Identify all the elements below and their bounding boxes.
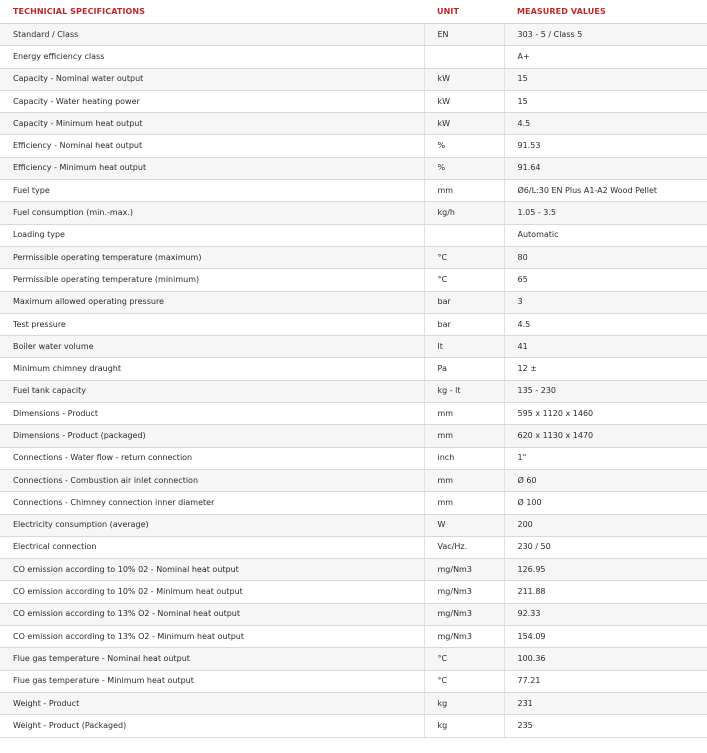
spec-unit-cell: Vac/Hz. xyxy=(424,536,504,558)
spec-unit-cell: lt xyxy=(424,336,504,358)
spec-name-cell: Connections - Water flow - return connection xyxy=(0,447,424,469)
spec-unit-cell: mg/Nm3 xyxy=(424,581,504,603)
table-row xyxy=(0,246,707,268)
table-row xyxy=(0,157,707,179)
table-row xyxy=(0,336,707,358)
spec-name-cell: Permissible operating temperature (maximum) xyxy=(0,246,424,268)
spec-value-cell: Automatic xyxy=(504,224,707,246)
spec-name-cell: Connections - Combustion air inlet connection xyxy=(0,469,424,491)
table-row xyxy=(0,447,707,469)
spec-name-cell: Loading type xyxy=(0,224,424,246)
table-row xyxy=(0,715,707,737)
spec-unit-cell: Pa xyxy=(424,358,504,380)
table-row xyxy=(0,514,707,536)
spec-name-cell: Efficiency - Minimum heat output xyxy=(0,157,424,179)
header-unit: UNIT xyxy=(424,0,504,24)
spec-unit-cell: % xyxy=(424,135,504,157)
spec-unit-cell: mm xyxy=(424,403,504,425)
table-row xyxy=(0,559,707,581)
spec-name-cell: Fuel consumption (min.-max.) xyxy=(0,202,424,224)
spec-unit-cell: mm xyxy=(424,469,504,491)
spec-unit-cell: inch xyxy=(424,447,504,469)
spec-value-cell: 15 xyxy=(504,68,707,90)
spec-name-cell: Dimensions - Product xyxy=(0,403,424,425)
table-header xyxy=(0,0,707,24)
spec-name-cell: Fuel type xyxy=(0,180,424,202)
table-row xyxy=(0,269,707,291)
spec-unit-cell xyxy=(424,46,504,68)
spec-value-cell: 4.5 xyxy=(504,313,707,335)
header-row xyxy=(0,0,707,24)
spec-value-cell: 135 - 230 xyxy=(504,380,707,402)
table-row xyxy=(0,135,707,157)
spec-unit-cell: bar xyxy=(424,291,504,313)
spec-name-cell: Efficiency - Nominal heat output xyxy=(0,135,424,157)
table-row xyxy=(0,425,707,447)
spec-name-cell: Minimum chimney draught xyxy=(0,358,424,380)
spec-unit-cell: kW xyxy=(424,90,504,112)
spec-unit-cell: kW xyxy=(424,68,504,90)
spec-value-cell: A+ xyxy=(504,46,707,68)
spec-value-cell: 4.5 xyxy=(504,113,707,135)
spec-value-cell: 620 x 1130 x 1470 xyxy=(504,425,707,447)
spec-value-cell: 235 xyxy=(504,715,707,737)
spec-name-cell: CO emission according to 13% O2 - Minimum heat output xyxy=(0,626,424,648)
spec-name-cell: Maximum allowed operating pressure xyxy=(0,291,424,313)
spec-name-cell: Capacity - Minimum heat output xyxy=(0,113,424,135)
table-row xyxy=(0,626,707,648)
spec-name-cell: CO emission according to 10% 02 - Nominal heat output xyxy=(0,559,424,581)
spec-value-cell: 231 xyxy=(504,692,707,714)
table-row xyxy=(0,492,707,514)
spec-name-cell: Weight - Product xyxy=(0,692,424,714)
spec-name-cell: Electricity consumption (average) xyxy=(0,514,424,536)
spec-name-cell: Standard / Class xyxy=(0,24,424,46)
spec-name-cell: Capacity - Nominal water output xyxy=(0,68,424,90)
table-row xyxy=(0,224,707,246)
spec-unit-cell: W xyxy=(424,514,504,536)
spec-value-cell: 91.64 xyxy=(504,157,707,179)
header-specifications: TECHNICIAL SPECIFICATIONS xyxy=(0,0,424,24)
table-row xyxy=(0,313,707,335)
table-row xyxy=(0,469,707,491)
spec-unit-cell: °C xyxy=(424,670,504,692)
spec-value-cell: 15 xyxy=(504,90,707,112)
spec-name-cell: Weight - Product (Packaged) xyxy=(0,715,424,737)
spec-value-cell: 1" xyxy=(504,447,707,469)
spec-value-cell: Ø6/L:30 EN Plus A1-A2 Wood Pellet xyxy=(504,180,707,202)
spec-unit-cell: mm xyxy=(424,425,504,447)
table-body xyxy=(0,24,707,738)
spec-value-cell: 3 xyxy=(504,291,707,313)
spec-name-cell: CO emission according to 10% 02 - Minimum heat output xyxy=(0,581,424,603)
spec-value-cell: 1.05 - 3.5 xyxy=(504,202,707,224)
spec-unit-cell: kg xyxy=(424,715,504,737)
table-row xyxy=(0,24,707,46)
spec-unit-cell: % xyxy=(424,157,504,179)
table-row xyxy=(0,648,707,670)
spec-unit-cell: mm xyxy=(424,180,504,202)
spec-value-cell: 126.95 xyxy=(504,559,707,581)
spec-value-cell: 100.36 xyxy=(504,648,707,670)
spec-value-cell: 595 x 1120 x 1460 xyxy=(504,403,707,425)
spec-value-cell: 303 - 5 / Class 5 xyxy=(504,24,707,46)
spec-name-cell: Test pressure xyxy=(0,313,424,335)
spec-unit-cell: kg xyxy=(424,692,504,714)
spec-name-cell: Connections - Chimney connection inner diameter xyxy=(0,492,424,514)
table-row xyxy=(0,536,707,558)
spec-name-cell: Energy efficiency class xyxy=(0,46,424,68)
spec-unit-cell: kg/h xyxy=(424,202,504,224)
spec-name-cell: Boiler water volume xyxy=(0,336,424,358)
spec-name-cell: CO emission according to 13% O2 - Nominal heat output xyxy=(0,603,424,625)
spec-unit-cell: mg/Nm3 xyxy=(424,559,504,581)
spec-unit-cell: mg/Nm3 xyxy=(424,603,504,625)
table-row xyxy=(0,113,707,135)
spec-value-cell: 154.09 xyxy=(504,626,707,648)
spec-unit-cell: mm xyxy=(424,492,504,514)
table-row xyxy=(0,380,707,402)
spec-value-cell: 211.88 xyxy=(504,581,707,603)
table-row xyxy=(0,202,707,224)
spec-name-cell: Flue gas temperature - Nominal heat output xyxy=(0,648,424,670)
table-row xyxy=(0,180,707,202)
spec-unit-cell: °C xyxy=(424,269,504,291)
spec-unit-cell: °C xyxy=(424,648,504,670)
spec-unit-cell: °C xyxy=(424,246,504,268)
spec-unit-cell xyxy=(424,224,504,246)
table-row xyxy=(0,403,707,425)
spec-value-cell: 230 / 50 xyxy=(504,536,707,558)
spec-value-cell: 65 xyxy=(504,269,707,291)
spec-value-cell: 12 ± xyxy=(504,358,707,380)
spec-value-cell: Ø 100 xyxy=(504,492,707,514)
spec-value-cell: 41 xyxy=(504,336,707,358)
header-measured-values: MEASURED VALUES xyxy=(504,0,707,24)
spec-name-cell: Dimensions - Product (packaged) xyxy=(0,425,424,447)
spec-value-cell: 80 xyxy=(504,246,707,268)
table-row xyxy=(0,90,707,112)
spec-name-cell: Fuel tank capacity xyxy=(0,380,424,402)
spec-value-cell: 200 xyxy=(504,514,707,536)
spec-value-cell: 91.53 xyxy=(504,135,707,157)
table-row xyxy=(0,603,707,625)
spec-unit-cell: kW xyxy=(424,113,504,135)
spec-name-cell: Flue gas temperature - Minimum heat output xyxy=(0,670,424,692)
table-row xyxy=(0,291,707,313)
spec-unit-cell: mg/Nm3 xyxy=(424,626,504,648)
spec-name-cell: Electrical connection xyxy=(0,536,424,558)
spec-unit-cell: EN xyxy=(424,24,504,46)
spec-unit-cell: bar xyxy=(424,313,504,335)
spec-value-cell: 77.21 xyxy=(504,670,707,692)
spec-unit-cell: kg - lt xyxy=(424,380,504,402)
table-row xyxy=(0,68,707,90)
spec-name-cell: Permissible operating temperature (minimum) xyxy=(0,269,424,291)
table-row xyxy=(0,358,707,380)
spec-value-cell: 92.33 xyxy=(504,603,707,625)
spec-value-cell: Ø 60 xyxy=(504,469,707,491)
table-row xyxy=(0,46,707,68)
spec-name-cell: Capacity - Water heating power xyxy=(0,90,424,112)
table-row xyxy=(0,581,707,603)
table-row xyxy=(0,692,707,714)
table-row xyxy=(0,670,707,692)
